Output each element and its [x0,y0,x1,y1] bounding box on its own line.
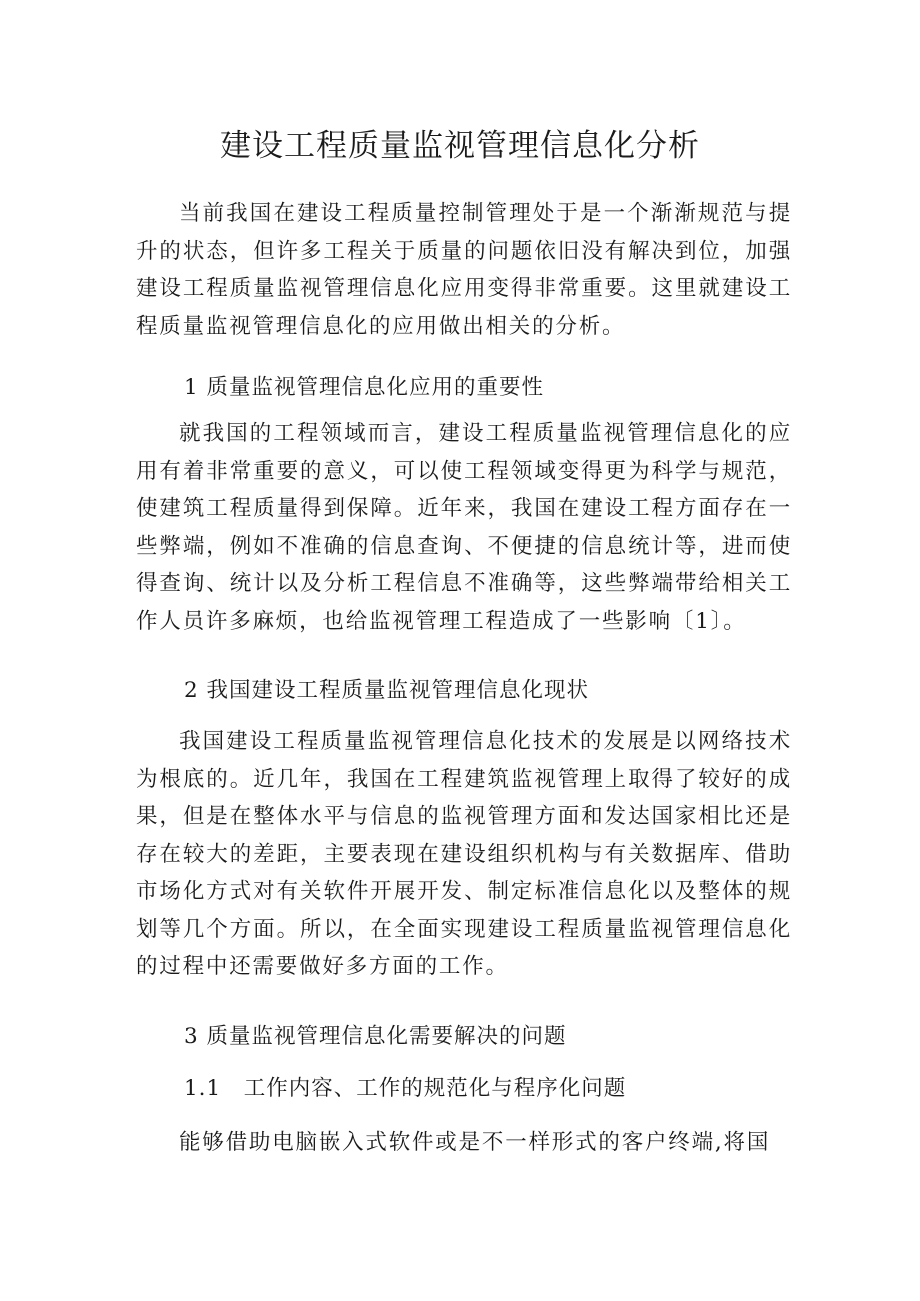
section-3-1-paragraph: 能够借助电脑嵌入式软件或是不一样形式的客户终端,将国 [179,1130,771,1155]
intro-paragraph: 当前我国在建设工程质量控制管理处于是一个渐渐规范与提升的状态，但许多工程关于质量的问题依旧没有解决到位，加强建设工程质量监视管理信息化应用变得非常重要。这里就建设工程质量监视管理信息化的应用做出相关的分析。 [136,201,792,339]
section-1-paragraph: 就我国的工程领域而言，建设工程质量监视管理信息化的应用有着非常重要的意义，可以使工程领域变得更为科学与规范，使建筑工程质量得到保障。近年来，我国在建设工程方面存在一些弊端，例如不准确的信息查询、不便捷的信息统计等，进而使得查询、统计以及分析工程信息不准确等，这些弊端带给相关工作人员许多麻烦，也给监视管理工程造成了一些影响〔1〕。 [136,421,792,634]
section-3-1-subheading: 1.1 工作内容、工作的规范化与程序化问题 [184,1076,627,1101]
section-2-paragraph: 我国建设工程质量监视管理信息化技术的发展是以网络技术为根底的。近几年，我国在工程建筑监视管理上取得了较好的成果，但是在整体水平与信息的监视管理方面和发达国家相比还是存在较大的差距，主要表现在建设组织机构与有关数据库、借助市场化方式对有关软件开展开发、制定标准信息化以及整体的规划等几个方面。所以，在全面实现建设工程质量监视管理信息化的过程中还需要做好多方面的工作。 [136,729,792,979]
section-1-heading: 1 质量监视管理信息化应用的重要性 [184,375,545,400]
document-title: 建设工程质量监视管理信息化分析 [220,128,700,164]
section-3-heading: 3 质量监视管理信息化需要解决的问题 [184,1024,567,1049]
section-2-heading: 2 我国建设工程质量监视管理信息化现状 [184,678,590,703]
